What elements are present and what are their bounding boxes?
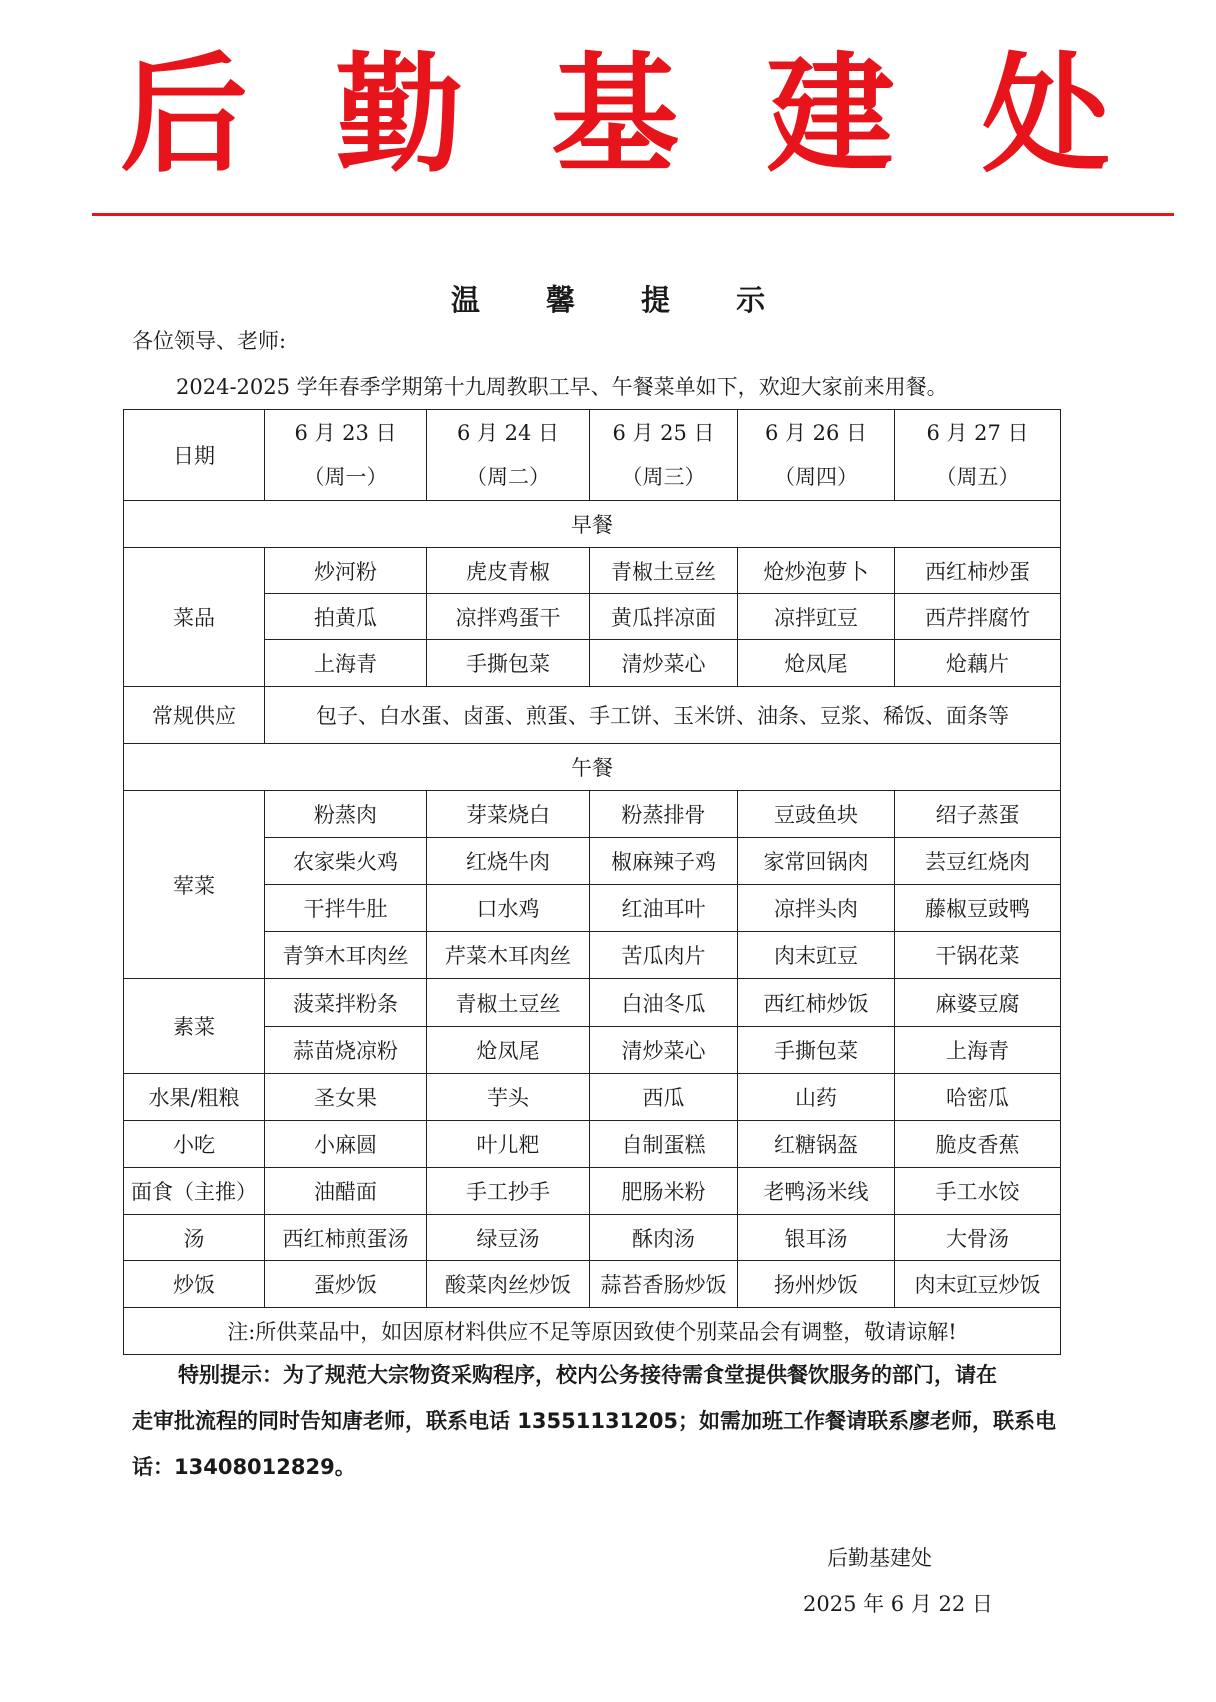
- dish-cell: 上海青: [265, 640, 427, 687]
- dish-cell: 手工水饺: [895, 1168, 1061, 1215]
- dish-cell: 大骨汤: [895, 1215, 1061, 1261]
- day-date: 6 月 26 日: [764, 421, 868, 445]
- notice-title: 温 馨 提 示: [450, 283, 794, 317]
- table-row: [124, 838, 1061, 885]
- day-weekday: （周四）: [774, 465, 858, 489]
- breakfast-label: 早餐: [124, 501, 1061, 548]
- special-notice-text: 特别提示：为了规范大宗物资采购程序，校内公务接待需食堂提供餐饮服务的部门，请在: [178, 1363, 997, 1387]
- dish-cell: 上海青: [895, 1027, 1061, 1074]
- dish-cell: 菠菜拌粉条: [265, 979, 427, 1027]
- dish-cell: 青椒土豆丝: [427, 979, 590, 1027]
- dish-cell: 芽菜烧白: [427, 791, 590, 838]
- table-row: [124, 548, 1061, 594]
- dish-cell: 芸豆红烧肉: [895, 838, 1061, 885]
- letterhead-title: [120, 40, 1110, 190]
- letterhead-char: 基: [550, 40, 679, 190]
- date-row: [124, 410, 1061, 501]
- dish-cell: 山药: [738, 1074, 895, 1121]
- dish-cell: 扬州炒饭: [738, 1261, 895, 1308]
- letterhead-char: 勤: [335, 40, 464, 190]
- dish-cell: 芹菜木耳肉丝: [427, 932, 590, 979]
- day-weekday: （周一）: [303, 465, 388, 489]
- day-header: [427, 410, 590, 501]
- dish-cell: 肉末豇豆: [738, 932, 895, 979]
- dish-cell: 西芹拌腐竹: [895, 594, 1061, 640]
- dish-cell: 绍子蒸蛋: [895, 791, 1061, 838]
- dish-cell: 炝炒泡萝卜: [738, 548, 895, 594]
- dish-cell: 青椒土豆丝: [590, 548, 738, 594]
- lunch-section-row: [124, 744, 1061, 791]
- table-row: [124, 791, 1061, 838]
- dish-cell: 凉拌头肉: [738, 885, 895, 932]
- dish-cell: 西红柿炒蛋: [895, 548, 1061, 594]
- dish-cell: 蒜苗烧凉粉: [265, 1027, 427, 1074]
- special-notice: [132, 1352, 1102, 1490]
- date-label: 日期: [124, 410, 265, 501]
- day-weekday: （周二）: [466, 465, 550, 489]
- dish-cell: 肉末豇豆炒饭: [895, 1261, 1061, 1308]
- row-label: 小吃: [124, 1121, 265, 1168]
- day-date: 6 月 23 日: [294, 421, 397, 445]
- dish-cell: 手撕包菜: [427, 640, 590, 687]
- table-row: [124, 979, 1061, 1027]
- dish-cell: 绿豆汤: [427, 1215, 590, 1261]
- meat-dishes-label: 荤菜: [124, 791, 265, 979]
- table-row: [124, 1215, 1061, 1261]
- dish-cell: 椒麻辣子鸡: [590, 838, 738, 885]
- dish-cell: 酸菜肉丝炒饭: [427, 1261, 590, 1308]
- day-date: 6 月 25 日: [612, 421, 715, 445]
- letterhead-char: 建: [766, 40, 895, 190]
- regular-supply-label: 常规供应: [124, 687, 265, 744]
- day-header: [590, 410, 738, 501]
- dish-cell: 红烧牛肉: [427, 838, 590, 885]
- day-weekday: （周三）: [621, 465, 706, 489]
- row-label: 水果/粗粮: [124, 1074, 265, 1121]
- dish-cell: 粉蒸肉: [265, 791, 427, 838]
- dish-cell: 肥肠米粉: [590, 1168, 738, 1215]
- table-row: [124, 594, 1061, 640]
- day-date: 6 月 27 日: [926, 421, 1029, 445]
- dish-cell: 干锅花菜: [895, 932, 1061, 979]
- dish-cell: 炒河粉: [265, 548, 427, 594]
- letterhead-char: 后: [120, 40, 249, 190]
- dish-cell: 叶儿粑: [427, 1121, 590, 1168]
- dish-cell: 炝凤尾: [427, 1027, 590, 1074]
- table-row: [124, 885, 1061, 932]
- salutation: 各位领导、老师:: [132, 329, 287, 353]
- dish-cell: 青笋木耳肉丝: [265, 932, 427, 979]
- dish-cell: 圣女果: [265, 1074, 427, 1121]
- dish-cell: 老鸭汤米线: [738, 1168, 895, 1215]
- dish-cell: 凉拌鸡蛋干: [427, 594, 590, 640]
- special-notice-line: [132, 1352, 1102, 1398]
- dish-cell: 藤椒豆豉鸭: [895, 885, 1061, 932]
- dish-cell: 西红柿炒饭: [738, 979, 895, 1027]
- menu-table: [123, 409, 1061, 1355]
- dish-cell: 清炒菜心: [590, 640, 738, 687]
- dish-cell: 虎皮青椒: [427, 548, 590, 594]
- signature: 后勤基建处: [827, 1546, 932, 1570]
- table-row: [124, 1074, 1061, 1121]
- dish-cell: 炝藕片: [895, 640, 1061, 687]
- table-row: [124, 1121, 1061, 1168]
- table-row: [124, 1027, 1061, 1074]
- dish-cell: 蒜苔香肠炒饭: [590, 1261, 738, 1308]
- dish-cell: 自制蛋糕: [590, 1121, 738, 1168]
- letterhead-char: 处: [981, 40, 1110, 190]
- day-header: [738, 410, 895, 501]
- table-row: [124, 1168, 1061, 1215]
- dish-cell: 清炒菜心: [590, 1027, 738, 1074]
- row-label: 面食（主推）: [124, 1168, 265, 1215]
- dish-cell: 手工抄手: [427, 1168, 590, 1215]
- dish-cell: 芋头: [427, 1074, 590, 1121]
- regular-supply-row: [124, 687, 1061, 744]
- dish-cell: 白油冬瓜: [590, 979, 738, 1027]
- dish-cell: 干拌牛肚: [265, 885, 427, 932]
- dish-cell: 手撕包菜: [738, 1027, 895, 1074]
- note-row: [124, 1308, 1061, 1355]
- day-header: [265, 410, 427, 501]
- special-notice-line: 话：13408012829。: [132, 1455, 356, 1479]
- intro-text: 2024-2025 学年春季学期第十九周教职工早、午餐菜单如下，欢迎大家前来用餐。: [176, 375, 948, 399]
- dish-cell: 豆豉鱼块: [738, 791, 895, 838]
- dish-cell: 麻婆豆腐: [895, 979, 1061, 1027]
- menu-note: 注:所供菜品中，如因原材料供应不足等原因致使个别菜品会有调整，敬请谅解!: [124, 1308, 1061, 1355]
- dish-cell: 粉蒸排骨: [590, 791, 738, 838]
- dish-cell: 红油耳叶: [590, 885, 738, 932]
- dish-cell: 炝凤尾: [738, 640, 895, 687]
- letterhead-divider: [92, 213, 1174, 216]
- dish-cell: 红糖锅盔: [738, 1121, 895, 1168]
- dish-cell: 小麻圆: [265, 1121, 427, 1168]
- row-label: 炒饭: [124, 1261, 265, 1308]
- special-notice-line: 走审批流程的同时告知唐老师，联系电话 13551131205；如需加班工作餐请联系廖老师，联系电: [132, 1409, 1057, 1433]
- day-date: 6 月 24 日: [456, 421, 560, 445]
- table-row: [124, 640, 1061, 687]
- dish-cell: 哈密瓜: [895, 1074, 1061, 1121]
- dish-cell: 凉拌豇豆: [738, 594, 895, 640]
- dish-cell: 苦瓜肉片: [590, 932, 738, 979]
- breakfast-section-row: [124, 501, 1061, 548]
- dish-cell: 油醋面: [265, 1168, 427, 1215]
- veg-dishes-label: 素菜: [124, 979, 265, 1074]
- dish-cell: 脆皮香蕉: [895, 1121, 1061, 1168]
- table-row: [124, 932, 1061, 979]
- dish-cell: 家常回锅肉: [738, 838, 895, 885]
- dish-cell: 农家柴火鸡: [265, 838, 427, 885]
- dish-cell: 拍黄瓜: [265, 594, 427, 640]
- breakfast-dishes-label: 菜品: [124, 548, 265, 687]
- dish-cell: 酥肉汤: [590, 1215, 738, 1261]
- dish-cell: 西红柿煎蛋汤: [265, 1215, 427, 1261]
- day-weekday: （周五）: [935, 465, 1020, 489]
- issue-date: 2025 年 6 月 22 日: [803, 1592, 993, 1616]
- row-label: 汤: [124, 1215, 265, 1261]
- dish-cell: 蛋炒饭: [265, 1261, 427, 1308]
- regular-supply-items: 包子、白水蛋、卤蛋、煎蛋、手工饼、玉米饼、油条、豆浆、稀饭、面条等: [265, 687, 1061, 744]
- dish-cell: 黄瓜拌凉面: [590, 594, 738, 640]
- table-row: [124, 1261, 1061, 1308]
- dish-cell: 口水鸡: [427, 885, 590, 932]
- day-header: [895, 410, 1061, 501]
- dish-cell: 西瓜: [590, 1074, 738, 1121]
- lunch-label: 午餐: [124, 744, 1061, 791]
- dish-cell: 银耳汤: [738, 1215, 895, 1261]
